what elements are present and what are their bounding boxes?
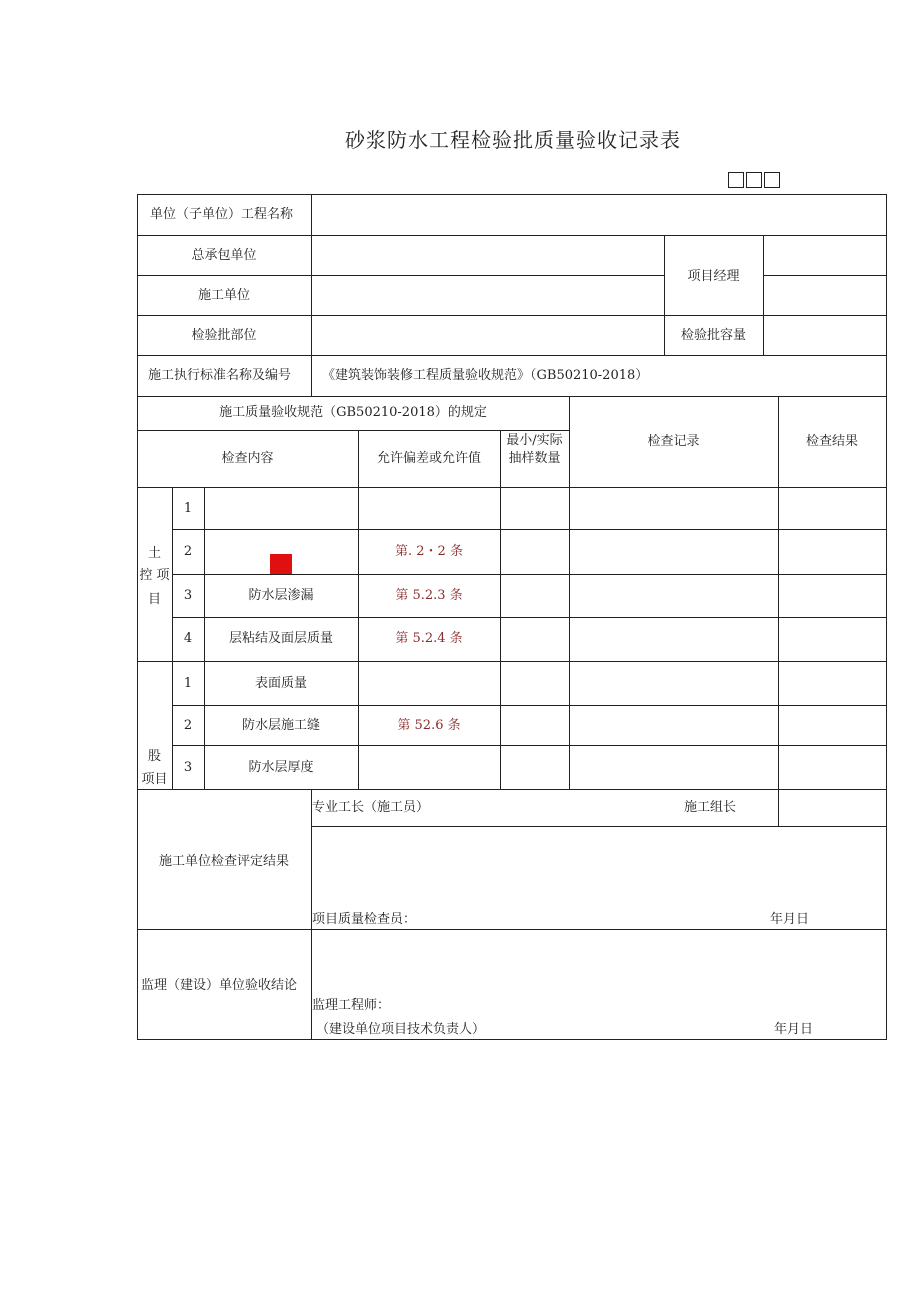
tolerance-reference: 第 5.2.3 条 [395, 588, 463, 603]
check-content: 防水层施工缝 [241, 718, 320, 733]
general-contractor-label: 总承包单位 [191, 248, 257, 263]
project-manager-field[interactable] [764, 237, 885, 274]
result-column-header: 检查结果 [805, 434, 858, 449]
code-box[interactable] [728, 172, 744, 188]
inspection-lot-part-label: 检验批部位 [191, 328, 257, 343]
owner-technical-lead-label: （建设单位项目技术负责人） [316, 1022, 486, 1037]
standard-value: 《建筑装饰装修工程质量验收规范》（GB50210-2018） [322, 368, 649, 383]
unit-project-name-field[interactable] [312, 196, 885, 234]
row-number: 2 [183, 718, 193, 733]
sampling-column-header-2: 抽样数量 [508, 451, 561, 466]
project-manager-label: 项目经理 [687, 269, 740, 284]
construction-result-label: 施工单位检查评定结果 [158, 854, 289, 869]
page-title: 砂浆防水工程检验批质量验收记录表 [345, 128, 681, 152]
check-content: 防水层渗漏 [248, 588, 314, 603]
check-content: 表面质量 [254, 676, 307, 691]
code-box[interactable] [764, 172, 780, 188]
supervising-engineer-label: 监理工程师： [312, 998, 391, 1013]
date-label: 年月日 [774, 1022, 814, 1037]
supervision-result-field[interactable] [312, 931, 885, 991]
unit-project-name-label: 单位（子单位）工程名称 [150, 207, 294, 222]
red-mark [270, 554, 292, 574]
main-control-label: 控 项 [139, 568, 170, 583]
main-control-label: 土 [147, 546, 161, 561]
quality-inspector-label: 项目质量检查员： [312, 912, 417, 927]
form-code-boxes [728, 172, 780, 188]
standard-label: 施工执行标准名称及编号 [148, 368, 292, 383]
inspection-lot-part-field[interactable] [312, 317, 663, 354]
provision-label: 施工质量验收规范（GB50210-2018）的规定 [219, 405, 487, 420]
general-contractor-field[interactable] [312, 237, 663, 274]
main-control-label: 目 [147, 592, 161, 607]
tolerance-reference: 第 52.6 条 [397, 718, 461, 733]
team-leader-label: 施工组长 [684, 800, 737, 815]
check-content: 防水层厚度 [248, 760, 314, 775]
construction-result-field[interactable] [312, 828, 885, 906]
construction-unit-label: 施工单位 [197, 288, 250, 303]
row-number: 1 [183, 501, 193, 516]
row-number: 1 [183, 676, 193, 691]
inspection-lot-capacity-field[interactable] [764, 317, 885, 354]
content-column-header: 检查内容 [221, 451, 274, 466]
row-number: 4 [183, 631, 193, 646]
sampling-column-header-1: 最小/实际 [506, 433, 563, 448]
tolerance-column-header: 允许偏差或允许值 [376, 451, 481, 466]
check-content: 层粘结及面层质量 [228, 631, 333, 646]
construction-unit-field[interactable] [312, 277, 663, 314]
tolerance-reference: 第 5.2.4 条 [395, 631, 463, 646]
record-column-header: 检查记录 [647, 434, 700, 449]
inspection-lot-capacity-label: 检验批容量 [680, 328, 746, 343]
tolerance-reference: 第. 2・2 条 [395, 544, 463, 559]
supervision-result-label: 监理（建设）单位验收结论 [141, 978, 298, 993]
general-item-label: 项目 [141, 772, 168, 787]
foreman-label: 专业工长（施工员） [312, 800, 430, 815]
code-box[interactable] [746, 172, 762, 188]
row-number: 3 [183, 588, 193, 603]
date-label: 年月日 [770, 912, 810, 927]
row-number: 2 [183, 544, 193, 559]
row-number: 3 [183, 760, 193, 775]
general-item-label: 股 [147, 749, 161, 764]
